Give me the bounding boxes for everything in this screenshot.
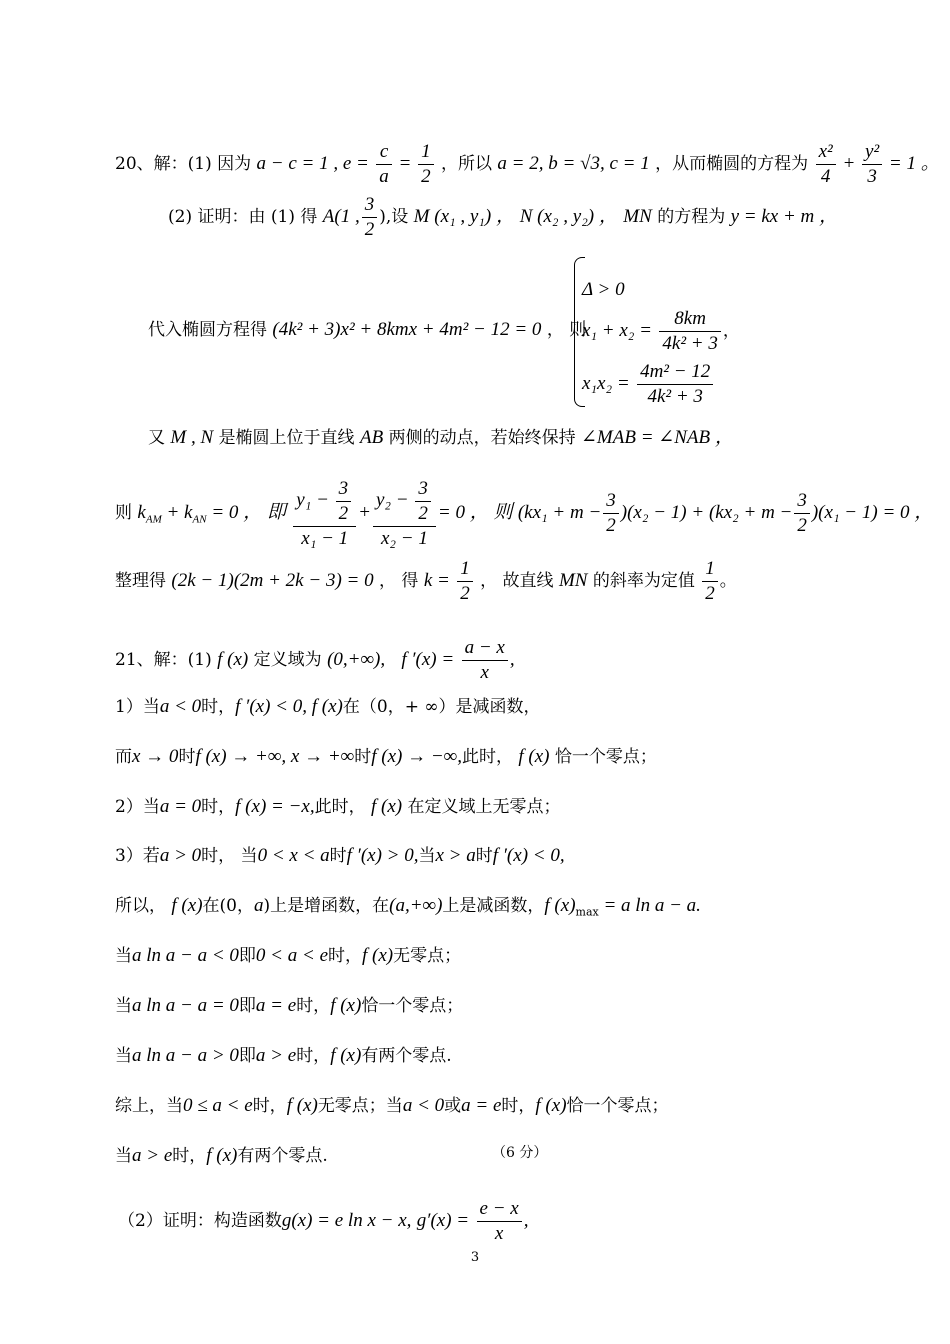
p21-line12: （2）证明：构造函数g(x) = e ln x − x, g′(x) = $\frac{e - x}{x}$ , (118, 1198, 529, 1244)
page-number: 3 (470, 1250, 480, 1265)
fraction-a-x: $\frac{a - x}{x}$ (462, 636, 508, 685)
p20-line6: 整理得 (2k − 1)(2m + 2k − 3) = 0 ， 得 k = $\frac{1}{2}$ ， 故直线 MN 的斜率为定值 $\frac{1}{2}$ 。 (115, 558, 737, 604)
text: 20、解：(1) 因为 (115, 153, 252, 174)
text: 代入椭圆方程得 (148, 320, 267, 340)
fraction-c-a: $\frac{c}{a}$ (376, 140, 392, 189)
p21-line4: 2）当a = 0时，f (x) = −x,此时， f (x) 在定义域上无零点； (115, 796, 561, 817)
math: (4k² + 3)x² + 8kmx + 4m² − 12 = 0 (272, 319, 542, 340)
p20-line5: 则 $k_{AM} + k_{AN} = 0$ ， 即 y₁ − $\frac{3}{2}$ x₁ − 1 + y₂ − $\frac{3}{2}$ x₂ − 1 = 0 ， 则 (kx₁ + m − $\frac{3}{2}$ )(x₂ − 1) + (kx₂ + m − $\frac{3}{2}$ )(x₁ − 1) = 0 ， (115, 478, 934, 549)
p20-line4 (148, 428, 734, 447)
p21-line6: 所以， f (x)在(0，a)上是增函数，在(a,+∞)上是减函数，f $(x)_{max} = a$ ln a − a. (115, 895, 701, 919)
text: 整理得 (115, 570, 166, 591)
math: a = 2, b = √3, c = 1 (497, 152, 650, 174)
text: 的斜率为定值 (592, 570, 695, 591)
p21-line5: 3）若a > 0时， 当0 < x < a时f ′(x) > 0,当x > a时f ′(x) < 0, (115, 845, 565, 866)
fraction-1-2: $\frac{1}{2}$ (457, 557, 473, 606)
math: AB (359, 427, 384, 448)
text: 21、解：(1) (115, 649, 212, 670)
text: 两侧的动点，若始终保持 (388, 428, 576, 448)
math: MN (623, 205, 652, 227)
text: ，从而椭圆的方程为 (655, 153, 809, 174)
math: M (x₁ , y₁) ， N (x₂ , y₂) ， (413, 205, 618, 227)
system-delta: Δ > 0 (582, 279, 625, 300)
fraction-y2-3: $\frac{\text{y²}}{3}$ (862, 140, 882, 189)
p21-line8: 当a ln a − a = 0即a = e时，f (x)恰一个零点； (115, 995, 464, 1016)
math: y = kx + m ， (730, 205, 839, 227)
fraction-1-2: $\frac{1}{2}$ (702, 557, 718, 606)
text: 的方程为 (657, 206, 726, 227)
fraction-x2-4: $\frac{\text{x²}}{4}$ (816, 140, 836, 189)
system-sum: x₁ + x₂ = $\frac{8km}{\text{4k² + 3}}$ ， (582, 308, 740, 354)
fraction-1-2: $\frac{1}{2}$ (418, 140, 434, 189)
p21-line7: 当a ln a − a < 0即0 < a < e时，f (x)无零点； (115, 945, 462, 966)
math: = 1 。 (884, 152, 940, 174)
fraction-kan: y₂ − $\frac{3}{2}$ x₂ − 1 (373, 477, 436, 550)
p21-line9: 当a ln a − a > 0即a > e时，f (x)有两个零点. (115, 1045, 452, 1066)
fraction-3-2: $\frac{3}{2}$ (362, 193, 378, 242)
text: ， 得 (379, 570, 419, 591)
text: 定义域为 (253, 649, 322, 670)
math: A(1 , (322, 205, 360, 227)
math: ∠MAB = ∠NAB ， (581, 427, 734, 448)
p21-line1: 21、解：(1) f (x) 定义域为 (0,+∞), f ′(x) = $\frac{a - x}{x}$ , (115, 637, 515, 683)
fraction-4m2: $\frac{\text{4m² − 12}}{\text{4k² + 3}}$ (637, 360, 713, 409)
p20-line2 (168, 193, 838, 242)
math: M , N (170, 427, 214, 448)
text: 又 (148, 428, 165, 448)
text: ),设 (379, 206, 409, 227)
math: (2k − 1)(2m + 2k − 3) = 0 (171, 569, 374, 591)
text: ，所以 (441, 153, 493, 174)
p21-line10: 综上，当0 ≤ a < e时，f (x)无零点；当a < 0或a = e时，f (x)恰一个零点； (115, 1095, 669, 1116)
p21-line3: 而x → 0时f (x) → +∞, x → +∞时f (x) → −∞,此时， f (x) 恰一个零点； (115, 746, 657, 767)
system-product: x₁x₂ = $\frac{\text{4m² − 12}}{\text{4k² + 3}}$ (582, 360, 715, 409)
fraction-kam: y₁ − $\frac{3}{2}$ x₁ − 1 (293, 477, 356, 550)
p21-line11: 当a > e时，f (x)有两个零点. (115, 1145, 328, 1166)
fraction-e-x: $\frac{e - x}{x}$ (477, 1197, 522, 1246)
text: ， 故直线 (480, 570, 554, 591)
p20-line3 (148, 320, 586, 339)
text: (2) 证明：由 (1) 得 (168, 206, 318, 227)
p20-line1: 20、解：(1) 因为 a − c = 1 , e = $\frac{c}{a}$ = $\frac{1}{2}$ ，所以 a = 2, b = √3, c = 1 ，从而椭圆的方程为 $\frac{\text{x²}}{4}$ + $\frac{\text{y²}}{3}$ = 1 。 (115, 141, 940, 187)
p21-line2: 1）当a < 0时，f ′(x) < 0, f (x)在（0，+ ∞）是减函数， (115, 696, 541, 717)
score-note: （6 分） (492, 1145, 548, 1161)
text: ， 则 (546, 320, 587, 340)
fraction-8km: $\frac{8km}{\text{4k² + 3}}$ (659, 307, 720, 356)
text: 是椭圆上位于直线 (218, 428, 355, 448)
math: a − c = 1 , e = (256, 152, 369, 174)
text: 则 (115, 503, 132, 524)
